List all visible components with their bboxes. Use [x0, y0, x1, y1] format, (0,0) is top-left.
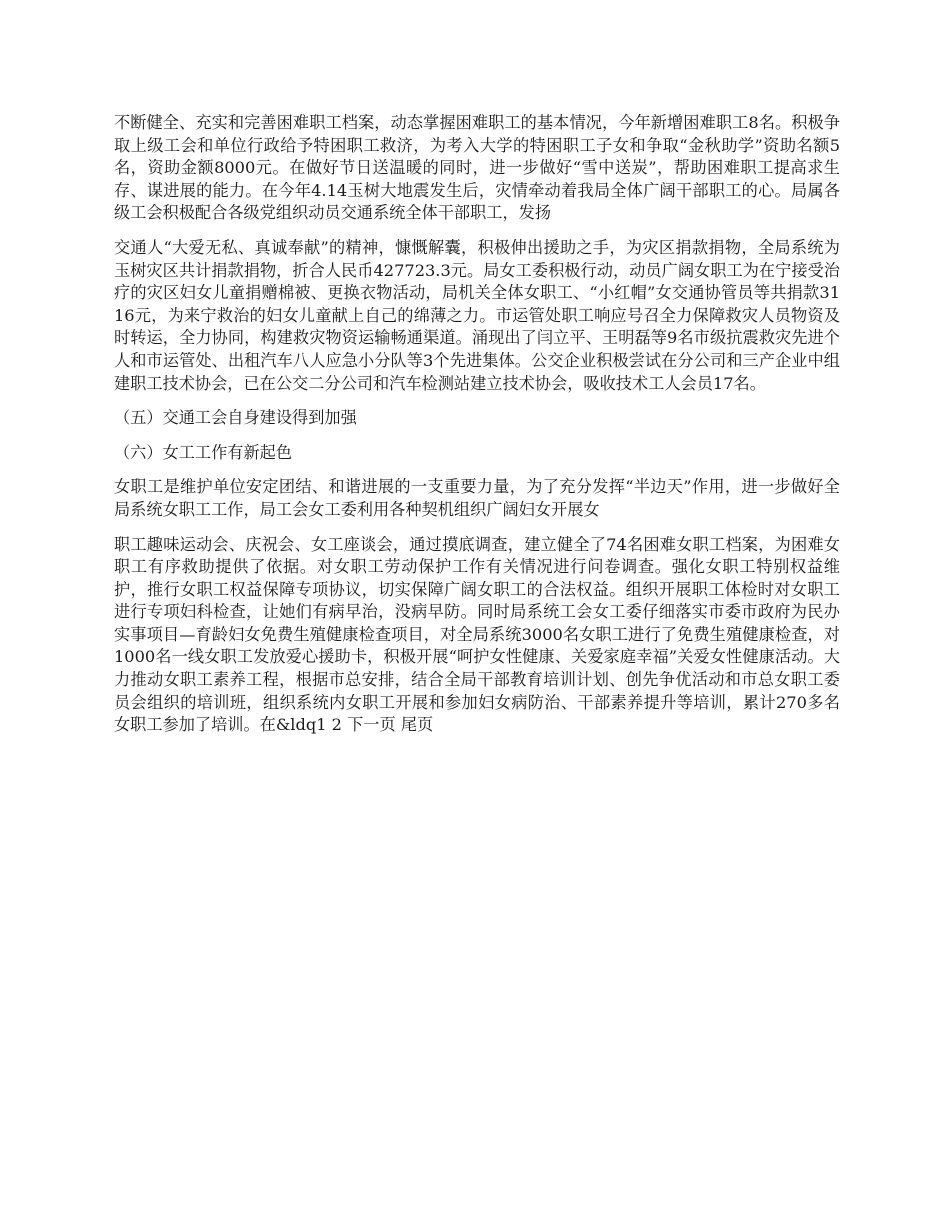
- paragraph-1: 不断健全、充实和完善困难职工档案，动态掌握困难职工的基本情况，今年新增困难职工8名。积极争取上级工会和单位行政给予特困职工救济，为考入大学的特困职工子女和争取“金秋助学”资助名额5名，资助金额8000元。在做好节日送温暖的同时，进一步做好“雪中送炭”，帮助困难职工提高求生存、谋进展的能力。在今年4.14玉树大地震发生后，灾情牵动着我局全体广阔干部职工的心。局属各级工会积极配合各级党组织动员交通系统全体干部职工，发扬: [114, 113, 840, 223]
- next-page-link[interactable]: 下一页: [347, 715, 396, 735]
- paragraph-3: 女职工是维护单位安定团结、和谐进展的一支重要力量，为了充分发挥“半边天”作用，进一步做好全局系统女职工工作，局工会女工委利用各种契机组织广阔妇女开展女: [114, 477, 840, 519]
- section-heading-5: （五）交通工会自身建设得到加强: [114, 408, 357, 428]
- pagination: [316, 715, 433, 734]
- paragraph-4-text: 职工趣味运动会、庆祝会、女工座谈会，通过摸底调查，建立健全了74名困难女职工档案，为困难女职工有序救助提供了依据。对女职工劳动保护工作有关情况进行问卷调查。强化女职工特别权益维护，推行女职工权益保障专项协议，切实保障广阔女职工的合法权益。组织开展职工体检时对女职工进行专项妇科检查，让她们有病早治，没病早防。同时局系统工会女工委仔细落实市委市政府为民办实事项目—育龄妇女免费生殖健康检查项目，对全局系统3000名女职工进行了免费生殖健康检查，对1000名一线女职工发放爱心援助卡，积极开展“呵护女性健康、关爱家庭幸福”关爱女性健康活动。大力推动女职工素养工程，根据市总安排，结合全局干部教育培训计划、创先争优活动和市总女职工委员会组织的培训班，组织系统内女职工开展和参加妇女病防治、干部素养提升等培训，累计270多名女职工参加了培训。在&ldq: [114, 534, 840, 735]
- last-page-link[interactable]: 尾页: [400, 715, 434, 735]
- paragraph-2: 交通人“大爱无私、真诚奉献”的精神，慷慨解囊，积极伸出援助之手，为灾区捐款捐物，全局系统为玉树灾区共计捐款捐物，折合人民币427723.3元。局女工委积极行动，动员广阔女职工为在宁接受治疗的灾区妇女儿童捐赠棉被、更换衣物活动，局机关全体女职工、“小红帽”女交通协管员等共捐款3116元，为来宁救治的妇女儿童献上自己的绵薄之力。市运管处职工响应号召全力保障救灾人员物资及时转运，全力协同，构建救灾物资运输畅通渠道。涌现出了闫立平、王明磊等9名市级抗震救灾先进个人和市运管处、出租汽车八人应急小分队等3个先进集体。公交企业积极尝试在分公司和三产企业中组建职工技术协会，已在公交二分公司和汽车检测站建立技术协会，吸收技术工人会员17名。: [114, 237, 840, 393]
- paragraph-4: [114, 534, 840, 737]
- page-link-2[interactable]: 2: [331, 715, 342, 735]
- page-link-1[interactable]: 1: [316, 715, 327, 735]
- section-heading-6: （六）女工工作有新起色: [114, 442, 293, 462]
